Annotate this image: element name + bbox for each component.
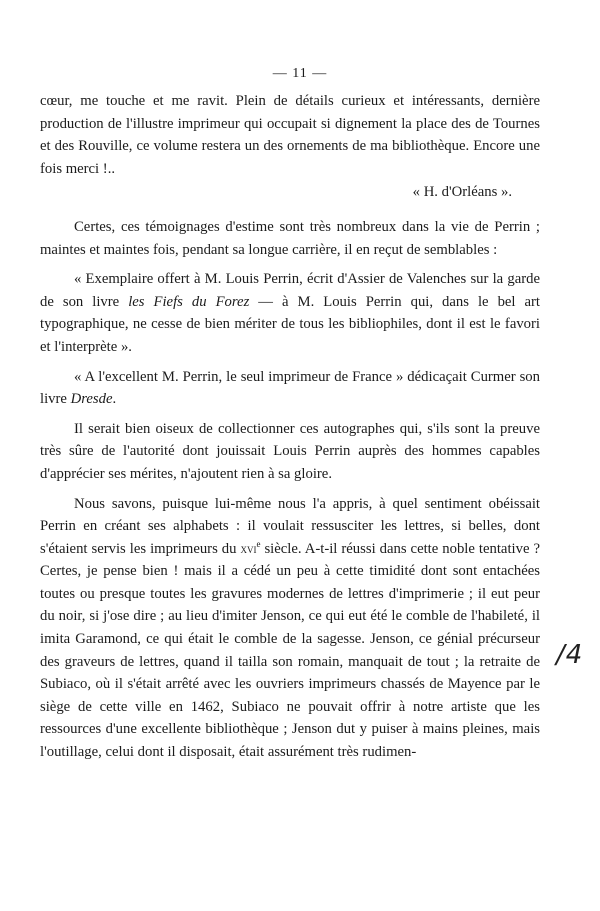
quote-assier-de-valenches <box>40 268 540 358</box>
paragraph-autographs: Il serait bien oiseux de collectionner ces autographes qui, s'ils sont la preuve très sûre de l'autorité dont jouissait Louis Perrin auprès des hommes capables d'apprécier ses mérites, n'ajoutent rien à sa gloire. <box>40 420 540 482</box>
paragraph-testimonials: Certes, ces témoignages d'estime sont très nombreux dans la vie de Perrin ; maintes et maintes fois, pendant sa longue carrière, il en reçut de semblables : <box>40 218 540 258</box>
page-body <box>40 90 540 764</box>
paragraph-text-start: Nous savons, puisque lui-même nous l'a appris, à quel sentiment obéissait Perrin en créant ses alphabets : il voulait ressusciter les lettres, si belles, dont s'étaient servis les imprimeurs du <box>40 495 540 557</box>
century-superscript: e <box>256 538 261 549</box>
quote-curmer <box>40 366 540 411</box>
quote-text-start: « Exemplaire offert à M. Louis Perrin, écrit d'Assier de Valenches sur la garde de son livre <box>40 271 540 310</box>
book-title-fiefs-du-forez: les Fiefs du Forez <box>128 293 250 310</box>
handwritten-margin-note: /4 <box>556 640 584 670</box>
letter-signature: « H. d'Orléans ». <box>412 184 512 201</box>
book-title-dresde: Dresde <box>70 391 113 408</box>
paragraph-alphabets <box>40 493 540 764</box>
paragraph-text-end: siècle. A-t-il réussi dans cette noble tentative ? Certes, je pense bien ! mais il a cédé un peu à cette timidité dont sont entachées toutes ou presque toutes les gravures modernes de lettres d'imprimerie ; il eut peur du noir, si j'ose dire ; au lieu d'imiter Jenson, ce qui eut été le comble de l'habileté, il imita Garamond, ce qui était le comble de la sagesse. Jenson, ce génial précurseur des graveurs de lettres, quand il tailla son romain, manquait de tout ; la retraite de Subiaco, où il s'était arrêté avec les ouvriers imprimeurs chassés de Mayence par le siège de cette ville en 1462, Subiaco ne pouvait offrir à notre artiste que les ressources d'une excellente bibliothèque ; Jenson dut y puiser à mains pleines, mais l'outillage, celui dont il disposait, était assurément très rudimen- <box>40 540 540 761</box>
letter-paragraph: cœur, me touche et me ravit. Plein de détails curieux et intéressants, dernière production de l'illustre imprimeur qui occupait si dignement la place des de Tournes et des Rouville, ce volume restera un des ornements de ma bibliothèque. Encore une fois merci !.. <box>40 93 540 177</box>
century-numeral: xvi <box>240 540 257 556</box>
quote-text-end: . <box>112 391 117 408</box>
quote-text-start: « A l'excellent M. Perrin, le seul imprimeur de France » dédicaçait Curmer son livre <box>40 368 540 408</box>
page-number: — 11 — <box>272 66 328 81</box>
quote-text-end: — à M. Louis Perrin qui, dans le bel art typographique, ne cesse de bien mériter de tous les bibliophiles, dont il est le favori et l'interprète ». <box>40 293 541 355</box>
